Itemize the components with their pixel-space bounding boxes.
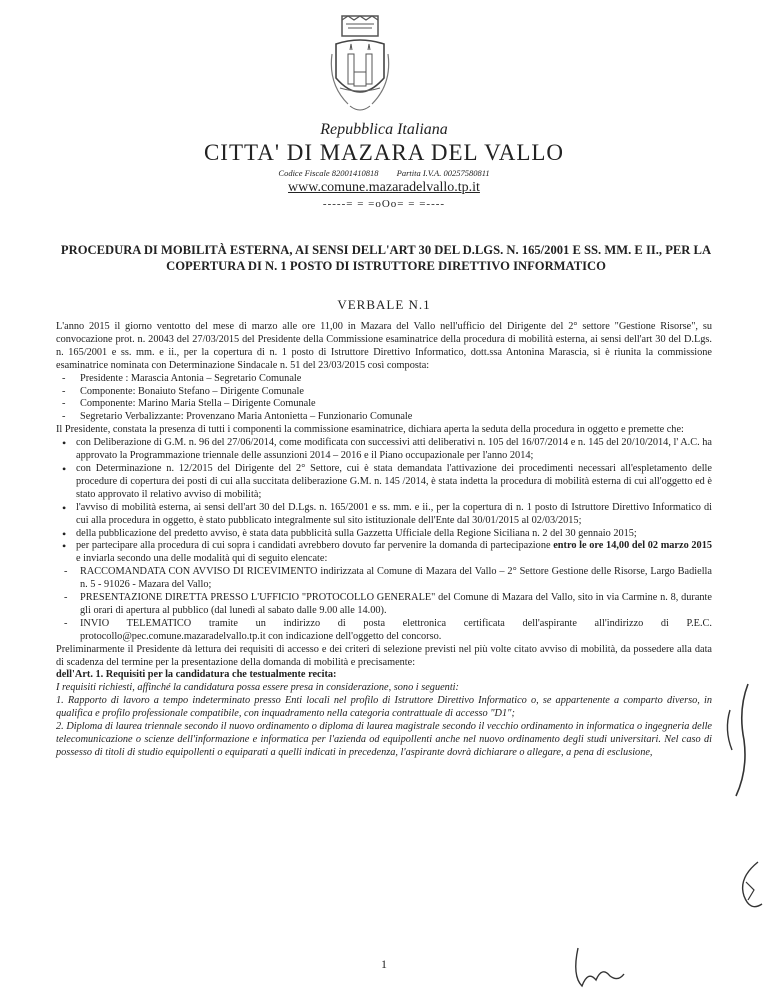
fiscal-info [0,168,768,178]
opening-paragraph: Il Presidente, constata la presenza di tutti i componenti la commissione esaminatrice, dichiara aperta la seduta della procedura in oggetto e premette che: [56,424,684,436]
modality-item: - INVIO TELEMATICO tramite un indirizzo di posta elettronica certificata dell'aspirante all'indirizzo di P.E.C. protocollo@pec.comune.mazaradelvallo.tp.it con indicazione dell'oggetto del concorso. [56,618,712,644]
verbale-heading: VERBALE N.1 [337,297,431,312]
premise-item: • con Deliberazione di G.M. n. 96 del 27/06/2014, come modificata con successivi atti deliberativi n. 105 del 16/07/2014 e n. 145 del 20/10/2014, l' A.C. ha approvato la Programmazione triennale delle assunzioni 2014 – 2016 e il Piano occupazionale per l'anno 2014; [56,437,712,463]
member-item: - Componente: Marino Maria Stella – Dirigente Comunale [56,398,712,411]
intro-paragraph: L'anno 2015 il giorno ventotto del mese di marzo alle ore 11,00 in Mazara del Vallo nell'ufficio del Dirigente del 2° settore "Gestione Risorse", su convocazione prot. n. 20043 del 27/03/2015 del Presidente della Commissione esaminatrice della procedura di mobilità esterna, ai sensi dell'art 30 del D.Lgs. n. 165/2001 e ss. mm. e ii., per la copertura di n. 1 posto di Istruttore Direttivo Informatico, dott.ssa Antonina Marascia, si è riunita la commissione esaminatrice nominata con Determinazione Sindacale n. 51 del 23/03/2015 così composta: [56,321,712,371]
requirements-intro: I requisiti richiesti, affinché la candidatura possa essere presa in considerazione, sono i seguenti: [56,682,459,694]
member-item: - Presidente : Marascia Antonia – Segretario Comunale [56,373,712,386]
page-number: 1 [381,957,387,971]
bottom-initials [568,946,628,990]
margin-signature-1 [718,680,762,800]
document-body [56,321,712,760]
city-coat-of-arms [328,14,392,124]
member-item: - Segretario Verbalizzante: Provenzano Maria Antonietta – Funzionario Comunale [56,411,712,424]
premise-item-deadline [56,540,712,566]
premise-item: • della pubblicazione del predetto avviso, è stata data pubblicità sulla Gazzetta Ufficiale della Regione Siciliana n. 2 del 30 gennaio 2015; [56,528,712,541]
deadline-bold: entro le ore 14,00 del 02 marzo 2015 [553,540,712,552]
preliminary-paragraph: Preliminarmente il Presidente dà lettura dei requisiti di accesso e dei criteri di selezione previsti nel più volte citato avviso di mobilità, da possedere alla data di scadenza del termine per la presentazione della domanda di mobilità e precisamente: [56,643,712,668]
requirement-item: 1. Rapporto di lavoro a tempo indeterminato presso Enti locali nel profilo di Istruttore Direttivo Informatico o, se appartenente a comparto diverso, in qualifica e profilo professionale compatibile, con inquadramento nella categoria contrattuale di accesso "D1"; [56,695,712,720]
article-heading: dell'Art. 1. Requisiti per la candidatura che testualmente recita: [56,669,337,681]
website-link[interactable]: www.comune.mazaradelvallo.tp.it [288,180,480,195]
ornament-divider: -----= = =oOo= = =---- [322,198,446,210]
fiscal-code: Codice Fiscale 82001410818 [278,168,379,178]
modality-item: - RACCOMANDATA CON AVVISO DI RICEVIMENTO indirizzata al Comune di Mazara del Vallo – 2° Settore Gestione delle Risorse, Largo Badiella n. 5 - 91026 - Mazara del Vallo; [56,566,712,592]
modality-item: - PRESENTAZIONE DIRETTA PRESSO L'UFFICIO "PROTOCOLLO GENERALE" del Comune di Mazara del Vallo, sito in via Carmine n. 8, durante gli orari di apertura al pubblico (dal lunedì al sabato dalle 9.00 alle 14.00). [56,592,712,618]
deadline-post: e inviarla secondo una delle modalità qui di seguito elencate: [76,553,328,565]
margin-signature-2 [736,860,766,920]
republic-heading: Repubblica Italiana [320,121,448,138]
requirement-item: 2. Diploma di laurea triennale secondo il nuovo ordinamento o diploma di laurea magistrale secondo il vecchio ordinamento in informatica o ingegneria delle telecomunicazione o scienze dell'informazione e informatica per l'azienda od equipollenti anche nel nuovo ordinamento degli studi universitari. Nel caso di possesso di titoli di studio equipollenti o equiparati a quelli indicati in precedenza, l'aspirante dovrà dichiarare o allegare, a pena di esclusione, [56,721,712,758]
city-name: CITTA' DI MAZARA DEL VALLO [203,140,565,165]
premise-item: • con Determinazione n. 12/2015 del Dirigente del 2° Settore, cui è stata demandata l'attivazione dei procedimenti necessari all'espletamento delle procedure di copertura dei posti di cui alla succitata deliberazione G.M. n. 145 /2014, è stata indetta la procedura di mobilità esterna di cui all'oggetto ed è stato approvato il relativo avviso di mobilità; [56,463,712,502]
deadline-pre: per partecipare alla procedura di cui sopra i candidati avrebbero dovuto far pervenire la domanda di partecipazione [76,540,554,552]
member-item: - Componente: Bonaiuto Stefano – Dirigente Comunale [56,386,712,399]
premise-item: • l'avviso di mobilità esterna, ai sensi dell'art 30 del D.Lgs. n. 165/2001 e ss. mm. e ii., per la copertura di n. 1 posto di Istruttore Direttivo Informatico di cui alla procedura in oggetto, è stato pubblicato integralmente sul sito istituzionale dell'Ente dal 30/01/2015 al 02/03/2015; [56,502,712,528]
vat-number: Partita I.V.A. 00257580811 [396,168,490,178]
document-title: PROCEDURA DI MOBILITÀ ESTERNA, AI SENSI DELL'ART 30 DEL D.LGS. N. 165/2001 E SS. MM. E II., PER LA COPERTURA DI N. 1 POSTO DI ISTRUTTORE DIRETTIVO INFORMATICO [60,243,712,273]
